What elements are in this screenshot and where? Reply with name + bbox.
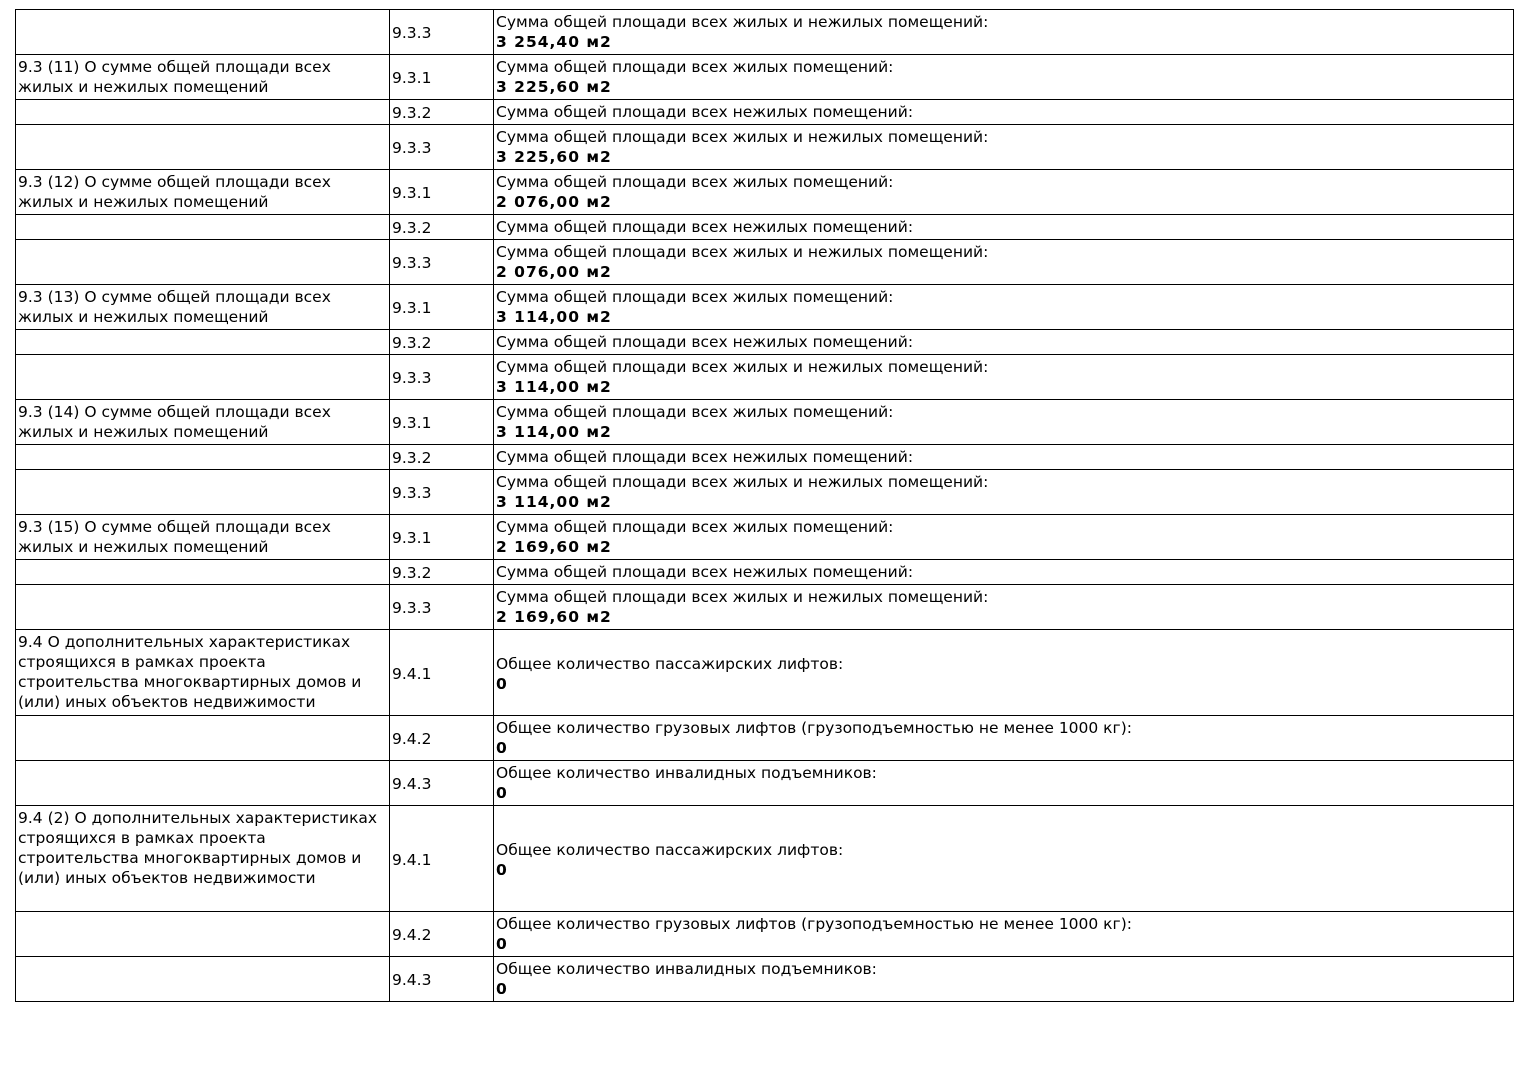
section-title-cell	[16, 100, 390, 125]
item-label: Сумма общей площади всех нежилых помещений:	[496, 103, 914, 121]
item-code-cell: 9.3.3	[390, 125, 494, 170]
item-content-cell	[494, 470, 1514, 515]
item-value: 3 225,60 м2	[496, 78, 612, 96]
section-title-cell: 9.4 (2) О дополнительных характеристиках строящихся в рамках проекта строительства многоквартирных домов и (или) иных объектов недвижимости	[16, 806, 390, 912]
item-value: 3 225,60 м2	[496, 148, 612, 166]
table-row	[16, 445, 1514, 470]
item-content-cell	[494, 445, 1514, 470]
section-title-cell	[16, 560, 390, 585]
table-row	[16, 716, 1514, 761]
section-title-cell	[16, 125, 390, 170]
item-value: 2 169,60 м2	[496, 538, 612, 556]
item-code-cell: 9.4.1	[390, 630, 494, 716]
item-code-cell: 9.3.2	[390, 215, 494, 240]
item-label: Общее количество грузовых лифтов (грузоподъемностью не менее 1000 кг):	[496, 915, 1132, 933]
item-code-cell: 9.4.3	[390, 761, 494, 806]
table-body	[16, 10, 1514, 1002]
item-code-cell: 9.3.2	[390, 560, 494, 585]
item-content-cell	[494, 215, 1514, 240]
item-label: Общее количество инвалидных подъемников:	[496, 960, 877, 978]
section-title-cell	[16, 215, 390, 240]
section-title-cell	[16, 585, 390, 630]
item-label: Сумма общей площади всех жилых помещений:	[496, 518, 894, 536]
section-title-cell	[16, 470, 390, 515]
table-row	[16, 240, 1514, 285]
table-row	[16, 761, 1514, 806]
item-label: Сумма общей площади всех жилых и нежилых помещений:	[496, 473, 989, 491]
table-row	[16, 560, 1514, 585]
item-value: 3 114,00 м2	[496, 423, 612, 441]
item-label: Общее количество пассажирских лифтов:	[496, 840, 844, 859]
item-code-cell: 9.4.2	[390, 912, 494, 957]
item-value: 3 114,00 м2	[496, 493, 612, 511]
item-code-cell: 9.3.3	[390, 10, 494, 55]
item-value: 0	[496, 935, 508, 953]
item-value: 0	[496, 674, 508, 693]
item-code-cell: 9.4.1	[390, 806, 494, 912]
table-row	[16, 100, 1514, 125]
table-row	[16, 470, 1514, 515]
item-label: Общее количество пассажирских лифтов:	[496, 654, 844, 673]
item-label: Сумма общей площади всех нежилых помещений:	[496, 333, 914, 351]
item-value: 0	[496, 784, 508, 802]
item-code-cell: 9.3.3	[390, 240, 494, 285]
item-value: 3 114,00 м2	[496, 378, 612, 396]
table-row	[16, 806, 1514, 912]
item-code-cell: 9.4.2	[390, 716, 494, 761]
section-title-cell	[16, 957, 390, 1002]
item-code-cell: 9.3.1	[390, 170, 494, 215]
item-value: 2 076,00 м2	[496, 193, 612, 211]
item-content-cell	[494, 10, 1514, 55]
section-title-cell	[16, 10, 390, 55]
item-value: 0	[496, 860, 508, 879]
item-code-cell: 9.3.2	[390, 330, 494, 355]
item-content-cell	[494, 806, 1514, 912]
item-label: Сумма общей площади всех жилых помещений:	[496, 288, 894, 306]
item-value: 2 076,00 м2	[496, 263, 612, 281]
item-label: Сумма общей площади всех жилых и нежилых помещений:	[496, 128, 989, 146]
section-title-cell: 9.3 (12) О сумме общей площади всех жилых и нежилых помещений	[16, 170, 390, 215]
table-row	[16, 125, 1514, 170]
item-code-cell: 9.3.3	[390, 585, 494, 630]
table-row	[16, 515, 1514, 560]
item-content-cell	[494, 957, 1514, 1002]
item-code-cell: 9.3.1	[390, 515, 494, 560]
section-title-cell: 9.3 (15) О сумме общей площади всех жилых и нежилых помещений	[16, 515, 390, 560]
table-row	[16, 957, 1514, 1002]
item-content-cell	[494, 761, 1514, 806]
item-label: Сумма общей площади всех жилых и нежилых помещений:	[496, 13, 989, 31]
item-label: Сумма общей площади всех жилых помещений:	[496, 58, 894, 76]
item-content-cell	[494, 515, 1514, 560]
item-content-cell	[494, 330, 1514, 355]
item-content-cell	[494, 100, 1514, 125]
section-title-cell: 9.3 (14) О сумме общей площади всех жилых и нежилых помещений	[16, 400, 390, 445]
table-row	[16, 10, 1514, 55]
item-code-cell: 9.3.2	[390, 100, 494, 125]
section-title-cell: 9.3 (11) О сумме общей площади всех жилых и нежилых помещений	[16, 55, 390, 100]
item-code-cell: 9.3.2	[390, 445, 494, 470]
item-value: 2 169,60 м2	[496, 608, 612, 626]
item-value: 3 114,00 м2	[496, 308, 612, 326]
item-content-cell	[494, 585, 1514, 630]
item-code-cell: 9.3.1	[390, 400, 494, 445]
table-row	[16, 355, 1514, 400]
item-label: Сумма общей площади всех жилых и нежилых помещений:	[496, 243, 989, 261]
item-label: Сумма общей площади всех нежилых помещений:	[496, 448, 914, 466]
table-row	[16, 912, 1514, 957]
item-content-cell	[494, 170, 1514, 215]
table-row	[16, 400, 1514, 445]
item-content-cell	[494, 560, 1514, 585]
section-title-cell	[16, 355, 390, 400]
table-row	[16, 285, 1514, 330]
section-title-cell	[16, 330, 390, 355]
section-title-cell: 9.3 (13) О сумме общей площади всех жилых и нежилых помещений	[16, 285, 390, 330]
item-content-cell	[494, 630, 1514, 716]
item-label: Сумма общей площади всех жилых и нежилых помещений:	[496, 588, 989, 606]
item-label: Общее количество грузовых лифтов (грузоподъемностью не менее 1000 кг):	[496, 719, 1132, 737]
item-content-cell	[494, 240, 1514, 285]
item-label: Сумма общей площади всех нежилых помещений:	[496, 563, 914, 581]
table-row	[16, 330, 1514, 355]
section-title-cell	[16, 240, 390, 285]
table-row	[16, 630, 1514, 716]
item-label: Сумма общей площади всех жилых помещений:	[496, 403, 894, 421]
section-title-cell	[16, 445, 390, 470]
item-label: Сумма общей площади всех жилых и нежилых помещений:	[496, 358, 989, 376]
item-code-cell: 9.4.3	[390, 957, 494, 1002]
item-content-cell	[494, 716, 1514, 761]
table-row	[16, 55, 1514, 100]
item-content-cell	[494, 55, 1514, 100]
item-value: 0	[496, 739, 508, 757]
item-label: Сумма общей площади всех нежилых помещений:	[496, 218, 914, 236]
table-row	[16, 585, 1514, 630]
table-row	[16, 170, 1514, 215]
item-content-cell	[494, 355, 1514, 400]
item-code-cell: 9.3.3	[390, 470, 494, 515]
item-content-cell	[494, 912, 1514, 957]
item-value: 3 254,40 м2	[496, 33, 612, 51]
section-title-cell: 9.4 О дополнительных характеристиках строящихся в рамках проекта строительства многоквартирных домов и (или) иных объектов недвижимости	[16, 630, 390, 716]
section-title-cell	[16, 912, 390, 957]
item-content-cell	[494, 400, 1514, 445]
item-label: Общее количество инвалидных подъемников:	[496, 764, 877, 782]
section-title-cell	[16, 716, 390, 761]
item-code-cell: 9.3.3	[390, 355, 494, 400]
table-row	[16, 215, 1514, 240]
item-value: 0	[496, 980, 508, 998]
item-content-cell	[494, 285, 1514, 330]
section-title-cell	[16, 761, 390, 806]
declaration-table	[15, 9, 1514, 1002]
item-content-cell	[494, 125, 1514, 170]
item-code-cell: 9.3.1	[390, 285, 494, 330]
item-label: Сумма общей площади всех жилых помещений:	[496, 173, 894, 191]
item-code-cell: 9.3.1	[390, 55, 494, 100]
